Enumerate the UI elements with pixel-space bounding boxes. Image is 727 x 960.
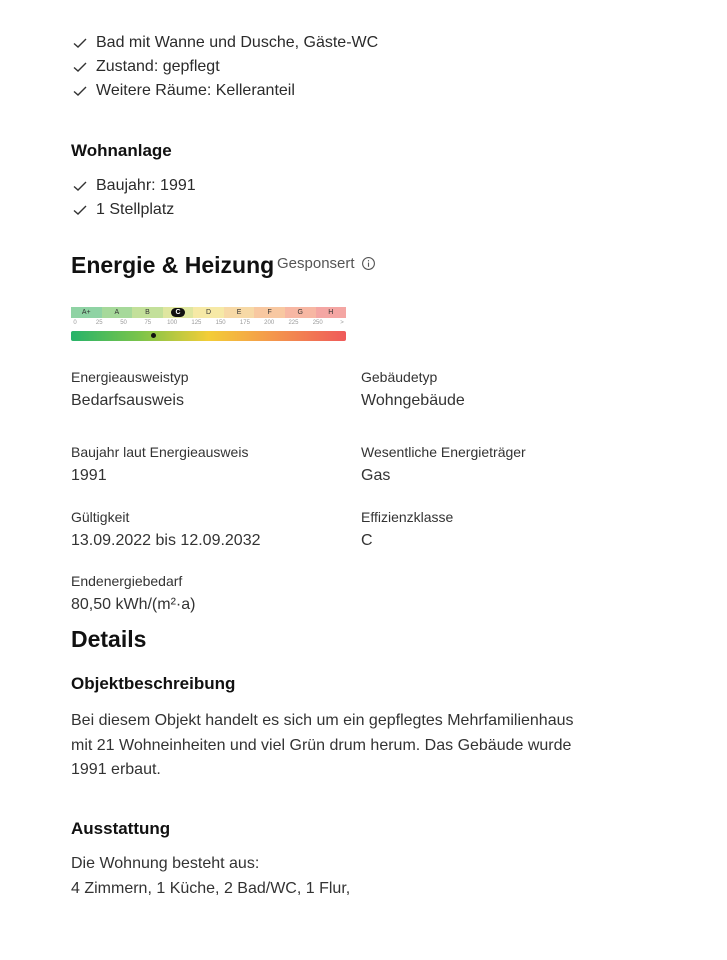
- objekt-line: mit 21 Wohneinheiten und viel Grün drum herum. Das Gebäude wurde: [71, 736, 572, 754]
- wohnanlage-text: Baujahr: 1991: [96, 177, 196, 194]
- energy-scale-tick: 75: [144, 320, 152, 326]
- energy-scale-tick: 100: [167, 320, 178, 326]
- gueltigkeit-label: Gültigkeit: [71, 509, 130, 525]
- wohnanlage-text: 1 Stellplatz: [96, 201, 175, 218]
- energy-scale-tick: 150: [215, 320, 226, 326]
- energy-class-f: F: [254, 307, 285, 318]
- objektbeschreibung-heading: Objektbeschreibung: [71, 674, 236, 693]
- active-energy-class-badge: C: [171, 308, 185, 317]
- energy-class-b: B: [132, 307, 163, 318]
- energy-scale-tick: >: [340, 320, 344, 326]
- energietraeger-label: Wesentliche Energieträger: [361, 444, 526, 460]
- feature-item: [72, 32, 378, 54]
- ausstattung-text: [71, 852, 350, 901]
- check-icon: [72, 202, 88, 218]
- energy-class-a: A: [102, 307, 133, 318]
- energietraeger-value: Gas: [361, 467, 391, 484]
- energy-class-g: G: [285, 307, 316, 318]
- energy-efficiency-scale: [71, 307, 346, 343]
- energie-heading: Energie & Heizung: [71, 252, 275, 278]
- wohnanlage-item: [72, 199, 174, 221]
- sponsored-text: Gesponsert: [277, 255, 355, 272]
- energy-scale-tick: 125: [191, 320, 202, 326]
- ausweistyp-label: Energieausweistyp: [71, 369, 189, 385]
- wohnanlage-heading: Wohnanlage: [71, 141, 172, 160]
- feature-text: Weitere Räume: Kelleranteil: [96, 82, 295, 99]
- feature-text: Bad mit Wanne und Dusche, Gäste-WC: [96, 34, 379, 51]
- endenergie-value: 80,50 kWh/(m²·a): [71, 596, 196, 613]
- energy-scale-ticks: [71, 320, 346, 328]
- energy-scale-tick: 200: [264, 320, 275, 326]
- objekt-line: 1991 erbaut.: [71, 761, 161, 778]
- objekt-line: Bei diesem Objekt handelt es sich um ein gepflegtes Mehrfamilienhaus: [71, 712, 574, 729]
- effizienzklasse-label: Effizienzklasse: [361, 509, 454, 525]
- check-icon: [72, 35, 88, 51]
- energy-scale-tick: 225: [288, 320, 299, 326]
- feature-text: Zustand: gepflegt: [96, 58, 220, 75]
- energy-class-bar: [71, 307, 346, 318]
- wohnanlage-item: [72, 175, 196, 197]
- energy-scale-tick: 25: [95, 320, 103, 326]
- details-heading: Details: [71, 626, 147, 652]
- energy-scale-tick: 0: [73, 320, 77, 326]
- sponsored-label[interactable]: [277, 255, 376, 272]
- check-icon: [72, 178, 88, 194]
- energy-value-marker: [151, 333, 156, 338]
- energy-class-aplus: A+: [71, 307, 102, 318]
- energy-gradient-bar: [71, 331, 346, 341]
- baujahr-ausweis-label: Baujahr laut Energieausweis: [71, 444, 249, 460]
- ausweistyp-value: Bedarfsausweis: [71, 392, 184, 409]
- energy-class-d: D: [193, 307, 224, 318]
- check-icon: [72, 59, 88, 75]
- ausstattung-heading: Ausstattung: [71, 819, 171, 838]
- feature-item: [72, 80, 295, 102]
- feature-item: [72, 56, 220, 78]
- gueltigkeit-value: 13.09.2022 bis 12.09.2032: [71, 532, 261, 549]
- check-icon: [72, 83, 88, 99]
- gebaeudetyp-value: Wohngebäude: [361, 392, 465, 409]
- gebaeudetyp-label: Gebäudetyp: [361, 369, 438, 385]
- energy-scale-tick: 175: [239, 320, 250, 326]
- energy-class-c: [163, 307, 194, 318]
- objektbeschreibung-text: [71, 709, 574, 783]
- energy-scale-tick: 50: [120, 320, 127, 326]
- energy-class-h: H: [316, 307, 347, 318]
- energy-scale-tick: 250: [312, 320, 323, 326]
- baujahr-ausweis-value: 1991: [71, 467, 107, 484]
- ausstattung-line: 4 Zimmern, 1 Küche, 2 Bad/WC, 1 Flur,: [71, 879, 351, 897]
- info-icon[interactable]: [361, 256, 376, 271]
- endenergie-label: Endenergiebedarf: [71, 573, 183, 589]
- effizienzklasse-value: C: [361, 532, 373, 549]
- ausstattung-line: Die Wohnung besteht aus:: [71, 855, 260, 872]
- energy-class-e: E: [224, 307, 255, 318]
